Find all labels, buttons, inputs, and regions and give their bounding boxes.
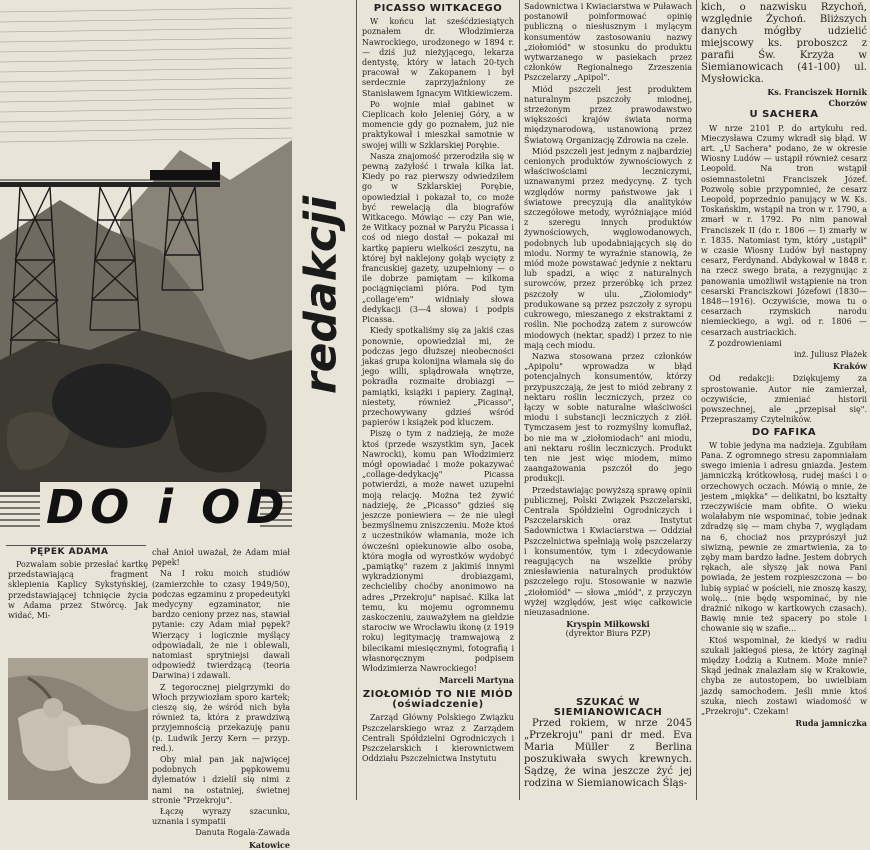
witkacy-para-3: Kiedy spotkaliśmy się za jakiś czas ponownie, opowiedział mi, że podczas jego dłuższej nieobecności jakaś grupa kolonijna włamała się do jego willi, splądrowała wnętrze, pokradła rozmaite drobiazgi — pamiątki, książki i papiery. Zaginął, niestety, również „Picasso", przechowywany gdzieś wśród papierów i książek pod kluczem. bbox=[362, 326, 514, 428]
ziolomiod-role: (dyrektor Biura PZP) bbox=[565, 629, 651, 639]
adama-col1 bbox=[8, 560, 148, 655]
ziolomiod-subtitle: (oświadczenie) bbox=[392, 699, 484, 711]
witkacy-para-4: Piszę o tym z nadzieją, że może ktoś (przede wszystkim syn, Jacek Nawrocki), komu pan Włodzimierz mógł opowiadać i może pokazywać „collage-dedykację" Picassa potwierdzi, a może nawet uzupełni moją relację. Można też żywić nadzieję, że „Picasso" gdzieś się jeszcze poniewiera — że nie uległ bezmyślnemu zniszczeniu. Może ktoś z uczestników włamania, może ich ówcześni opiekunowie albo osoba, która mogła od wyrostków wydobyć „pamiątkę" razem z jakimiś innymi wykradzionymi drobiazgami, zechcieliby choćby anonimowo na adres „Przekroju" napisać. Kilka lat temu, ku mojemu ogromnemu zaskoczeniu, zauważyłem na giełdzie starociw we Wrocławiu ikonę (z 1919 roku) legitymację tramwajową z bilecikami miesięcznymi, fotografią i własnoręcznym podpisem Włodzimierza Nawrockiego! bbox=[362, 429, 514, 673]
ziolomiod-title: ZIOŁOMIÓD TO NIE MIÓD bbox=[362, 689, 514, 700]
viaduct-engraving bbox=[0, 0, 292, 492]
banner-title: DO i OD bbox=[46, 480, 291, 534]
ziolomiod-cont-column bbox=[524, 2, 692, 692]
ziolomiod-cont-para-0: Sadownictwa i Kwiaciarstwa w Puławach postanowił poinformować opinię publiczną o niesłusznym i mylącym konsumentów zastosowaniu nazwy „ziołomiód" w stosunku do produktu wytwarzanego w pasiekach przez członków Regionalnego Zrzeszenia Pszczelarzy „Apipol". bbox=[524, 2, 692, 83]
creation-of-adam-photo bbox=[8, 658, 148, 800]
adama-signature: Danuta Rogala-Zawada bbox=[195, 828, 290, 838]
hornik-place: Chorzów bbox=[828, 98, 867, 109]
fafik-para-0: W tobie jedyna ma nadzieja. Zgubiłam Pana. Z ogromnego stresu zapomniałam swego imienia i adresu gniazda. Jestem jamniczką krótkowłosą, rudej maści i o orzechowych oczach. Mówią o mnie, że jestem „miękka" — delikatni, bo kształty rzeczywiście mam obfite. O wieku wolałabym nie wspominać, tobie jednak zdradzę się — mam chyba 7, wyglądam na 6, chociaż nos przyprószył już siwizną, pewnie ze zmartwienia, za to zęby mam bardzo ładne. Jestem dobrych rękach, ale słyszę jak nowa Pani powiada, że jestem rozpieszczona — bo lubię sypiać w pościeli, nie znoszę kaszy, wolę... (nie będę wspominać, by nie drażnić nikogo w kartkowych czasach). Bawię mnie też spacery po stole i chowanie się w szafie... bbox=[701, 440, 867, 634]
witkacy-para-2: Nasza znajomość przerodziła się w pewną zażyłość i trwała kilka lat. Kiedy po raz pierwszy odwiedziłem go w Szklarskiej Porębie, opowiedział i pokazał to, co może być rewelacją dla biografów Witkacego. Mówiąc — czy Pan wie, że Witkacy poznał w Paryżu Picassa i coś od niego dostał — pokazał mi kartkę papieru wielkości zeszytu, na której był naklejony gołąb wycięty z francuskiej gazety, uzupełniony — o ile dobrze pamiętam — kilkoma pociągnięciami pióra. Pod tym „collage'em" widniały słowa dedykacji (3—4 słowa) i podpis Picassa. bbox=[362, 151, 514, 325]
plazek-signature: inż. Juliusz Płażek bbox=[793, 350, 867, 360]
column-rule-3 bbox=[696, 0, 697, 800]
adama-title-block bbox=[0, 545, 150, 560]
adama-para-4: Łączę wyrazy szacunku, uznania i sympatii bbox=[152, 807, 290, 827]
vertical-title-text: redakcji bbox=[295, 195, 347, 395]
witkacy-column bbox=[362, 2, 514, 684]
section-vertical-title bbox=[290, 60, 352, 530]
szukac-column bbox=[524, 698, 692, 800]
redakcja-note: Od redakcji: Dziękujemy za sprostowanie. Autor nie zamierzał, oczywiście, zmieniać historii powszechnej, ale „przepisał się". Przepraszamy Czytelników. bbox=[701, 374, 867, 425]
adama-para-2: Z tegorocznej pielgrzymki do Włoch przywiozłam sporo kartek; cieszę się, że wśród nich była również ta, która z prawdziwą przyjemnością przekazuję panu (p. Ludwik Jerzy Kern — przyp. red.). bbox=[152, 682, 290, 753]
adama-intro: Pozwalam sobie przesłać kartkę przedstawiającą fragment sklepienia Kaplicy Sykstyńskiej, przedstawiającej tchnięcie życia w Adama przez Stwórcę. Jak widać, Mi- bbox=[8, 560, 148, 621]
sacher-para-0: W nrze 2101 P. do artykułu red. Mieczysława Czumy wkradł się błąd. W art. „U Sachera" podano, że w okresie Wiosny Ludów — ustąpił również cesarz Leopold. Na tron wstąpił osiemnastoletni Franciszek Józef. Pozwolę sobie przypomnieć, że cesarz Leopold, poprzednio panujący w W. Ks. Toskańskim, wstąpił na tron w r. 1790, a zmarł w r. 1792. Po nim panował Franciszek II (do r. 1806 — I) zmarły w r. 1835. Natomiast tym, który „ustąpił" w czasie Wiosny Ludów był następny cesarz, Ferdynand. Abdykował w 1848 r. na rzecz swego brata, a rezygnując z panowania umożliwił wstąpienie na tron cesarski Franciszkowi Józefowi (1830—1848—1916). Oczywiście, mowa tu o cesarzach rzymskich narodu niemieckiego, a wgl. od r. 1806 — cesarzach austriackich. bbox=[701, 123, 867, 337]
witkacy-para-1: Po wojnie miał gabinet w Cieplicach koło Jeleniej Góry, a w momencie gdy go poznałem, już nie praktykował i mieszkał samotnie w swojej willi w Szklarskiej Porębie. bbox=[362, 99, 514, 150]
szukac-cont: kich, o nazwisku Rzychoń, względnie Żychoń. Bliższych danych mógłby udzielić miejscowy ks. proboszcz z parafii Św. Krzyża w Siemianowicach (41-100) ul. Mysłowicka. bbox=[701, 2, 867, 85]
szukac-intro: Przed rokiem, w nrze 2045 „Przekroju" pani dr med. Eva Maria Müller z Berlina poszukiwała swych krewnych. Sądzę, że wina jeszcze żyć jej rodzina w Siemianowicach Śląs- bbox=[524, 718, 692, 790]
hornik-signature: Ks. Franciszek Hornik bbox=[767, 87, 867, 97]
column-rule-2 bbox=[519, 0, 520, 800]
sacher-title: U SACHERA bbox=[749, 109, 819, 121]
sacher-para-1: Z pozdrowieniami bbox=[709, 338, 782, 348]
column-rule-1 bbox=[356, 0, 357, 800]
adama-title: PĘPEK ADAMA bbox=[30, 547, 109, 557]
ziolomiod-para-0: Zarząd Główny Polskiego Związku Pszczelarskiego wraz z Zarządem Centrali Spółdzielni Ogrodniczych i Pszczelarskich i kierownictwem Oddziału Pszczelnictwa Instytutu bbox=[362, 713, 514, 764]
ziolomiod-cont-para-3: Nazwa stosowana przez członków „Apipolu" wprowadza w błąd potencjalnych konsumentów, którzy przypuszczają, że jest to miód zebrany z nektaru roślin leczniczych, przez co łączy w sobie naturalne właściwości miodu i substancji leczniczych z ziół. Tymczasem jest to rozmyślny komufłaż, bo nie ma w „ziołomiodach" ani miodu, ani nektaru roślin leczniczych. Produkt ten nie jest więc miodem, mimo zaangażowania pszczół do jego produkcji. bbox=[524, 351, 692, 484]
adama-para-3: Oby miał pan jak najwięcej podobnych pępkowemu dylematów i dzielił się nimi z nami na ostatniej, świetnej stronie "Przekroju". bbox=[152, 755, 290, 805]
fafik-para-1: Ktoś wspominał, że kiedyś w radiu szukali jakiegoś piesa, że który zaginął między Łodzią a Kutnem. Może mnie? Skąd jednak znalazłam się w Krakowie, chyba ze autostopem, bo uwielbiam jazdę samochodem. Jeśli mnie ktoś szuka, niech zostawi wiadomość w „Przekroju". Czekam! bbox=[701, 635, 867, 716]
ziolomiod-signature: Kryspin Miłkowski bbox=[566, 619, 650, 630]
ziolomiod-cont-para-1: Miód pszczeli jest produktem naturalnym pszczoły miodnej, strzeżonym przez prawodawstwo większości krajów świata normą międzynarodową, ustanowioną przez Światową Organizację Zdrowia na czele. bbox=[524, 84, 692, 145]
adama-rule bbox=[6, 545, 146, 546]
witkacy-para-0: W końcu lat sześćdziesiątych poznałem dr. Włodzimierza Nawrockiego, urodzonego w 1894 r. — dziś już nieżyjącego, lekarza dentystę, który w latach 20-tych pracował w Zakopanem i był serdecznie zaprzyjaźniony ze Stanisławem Ignacym Witkiewiczem. bbox=[362, 17, 514, 98]
ziolomiod-cont-para-2: Miód pszczeli jest jednym z najbardziej cenionych produktów żywnościowych z właściwościami leczniczymi, uznawanymi przez medycynę. Z tych względów normy państwowe jak i światowe precyzują dla analityków szczegółowe metody, wyróżniające miód z szeregu innych produktów żywnościowych, węglowodanowych, podobnych lub upodabniających się do miodu. Normy te wyraźnie stanowią, że miód może powstawać jedynie z nektaru lub spadzi, a więc z naturalnych surowców, przez przeróbkę ich przez pszczoły w ulu. „Ziołomiody" produkowane są przez pszczoły z syropu cukrowego, mieszanego z ekstraktami z roślin. Nie pochodzą zatem z surowców miodowych (nektar, spadź) i przez to nie mają cech miodu. bbox=[524, 146, 692, 350]
fafik-title: DO FAFIKA bbox=[751, 426, 817, 438]
witkacy-signature: Marceli Martyna bbox=[439, 675, 514, 686]
adama-para-1: Na I roku moich studiów (zamierzchłe to czasy 1949/50), podczas egzaminu z propedeutyki medycyny egzaminator, nie bardzo ceniony przez nas, stawiał pytanie: czy Adam miał pępek? Wierzący i logicznie myślący odpowiadali, że nie i oblewali, natomiast sprytniejsi dawali odpowiedź twierdzącą (teoria Darwina) i zdawali. bbox=[152, 569, 290, 681]
section-banner bbox=[0, 478, 292, 538]
adama-col2 bbox=[152, 548, 290, 850]
adama-para-0: chał Anioł uważał, że Adam miał pępek! bbox=[152, 548, 290, 568]
szukac-title: SZUKAĆ W SIEMIANOWICACH bbox=[553, 697, 663, 719]
fafik-signature: Ruda jamniczka bbox=[795, 718, 867, 729]
right-column bbox=[701, 2, 867, 800]
ziolomiod-cont-para-4: Przedstawiając powyższą sprawę opinii publicznej, Polski Związek Pszczelarski, Centrala Spółdzielni Ogrodniczych i Pszczelarskich oraz Instytut Sadownictwa i Kwiaciarstwa — Oddział Pszczelnictwa spełniają wolę pszczelarzy i konsumentów, tym i zdecydowanie reagujących na wszelkie próby zniesławienia naturalnych produktów pszczelego roju. Stosowanie w nazwie „ziołomiód" — słowa „miód", z przyczyn wyżej względów, jest więc całkowicie nieuzasadnione. bbox=[524, 485, 692, 617]
witkacy-title: PICASSO WITKACEGO bbox=[373, 3, 503, 14]
ziolomiod-column bbox=[362, 688, 514, 800]
adama-place: Katowice bbox=[248, 839, 290, 850]
plazek-place: Kraków bbox=[832, 361, 867, 372]
